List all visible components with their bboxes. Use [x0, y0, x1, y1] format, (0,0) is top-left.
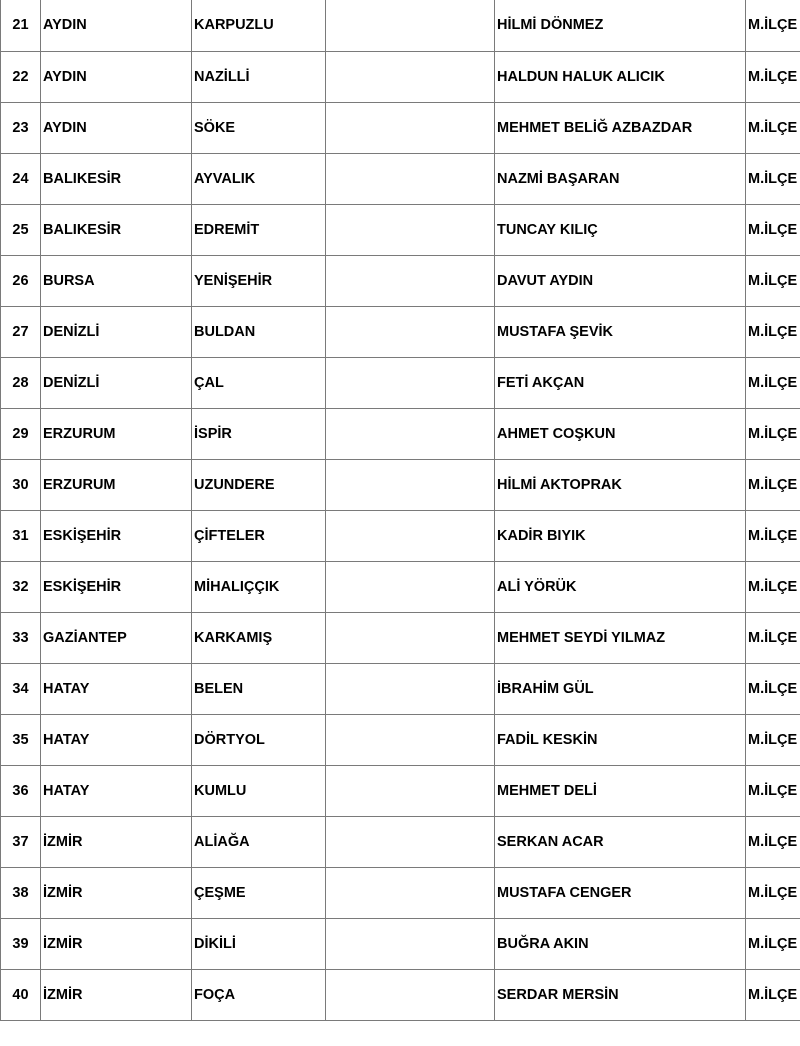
- province-cell: HATAY: [41, 714, 192, 765]
- election-type-cell: M.İLÇE: [746, 918, 800, 969]
- district-cell: KARKAMIŞ: [192, 612, 326, 663]
- election-type-cell: M.İLÇE: [746, 153, 800, 204]
- table-row: [1, 765, 800, 816]
- district-cell: DİKİLİ: [192, 918, 326, 969]
- row-number-cell: 33: [1, 612, 41, 663]
- empty-cell: [326, 561, 495, 612]
- district-cell: BULDAN: [192, 306, 326, 357]
- table-row: [1, 204, 800, 255]
- empty-cell: [326, 0, 495, 51]
- election-type-cell: M.İLÇE: [746, 306, 800, 357]
- table-row: [1, 918, 800, 969]
- row-number-cell: 23: [1, 102, 41, 153]
- election-type-cell: M.İLÇE: [746, 408, 800, 459]
- table-row: [1, 306, 800, 357]
- district-cell: ÇAL: [192, 357, 326, 408]
- row-number-cell: 22: [1, 51, 41, 102]
- province-cell: ESKİŞEHİR: [41, 510, 192, 561]
- province-cell: GAZİANTEP: [41, 612, 192, 663]
- province-cell: İZMİR: [41, 918, 192, 969]
- row-number-cell: 34: [1, 663, 41, 714]
- table-row: [1, 0, 800, 51]
- table-row: [1, 51, 800, 102]
- row-number-cell: 37: [1, 816, 41, 867]
- election-type-cell: M.İLÇE: [746, 816, 800, 867]
- row-number-cell: 24: [1, 153, 41, 204]
- election-type-cell: M.İLÇE: [746, 714, 800, 765]
- election-type-cell: M.İLÇE: [746, 102, 800, 153]
- row-number-cell: 25: [1, 204, 41, 255]
- empty-cell: [326, 918, 495, 969]
- election-type-cell: M.İLÇE: [746, 357, 800, 408]
- candidate-name-cell: HİLMİ AKTOPRAK: [495, 459, 746, 510]
- empty-cell: [326, 765, 495, 816]
- table-row: [1, 867, 800, 918]
- district-cell: ÇİFTELER: [192, 510, 326, 561]
- province-cell: AYDIN: [41, 102, 192, 153]
- province-cell: İZMİR: [41, 969, 192, 1020]
- district-cell: AYVALIK: [192, 153, 326, 204]
- empty-cell: [326, 153, 495, 204]
- province-cell: ERZURUM: [41, 408, 192, 459]
- election-type-cell: M.İLÇE: [746, 765, 800, 816]
- candidate-name-cell: ALİ YÖRÜK: [495, 561, 746, 612]
- empty-cell: [326, 969, 495, 1020]
- province-cell: ESKİŞEHİR: [41, 561, 192, 612]
- district-cell: YENİŞEHİR: [192, 255, 326, 306]
- candidate-name-cell: MEHMET DELİ: [495, 765, 746, 816]
- candidate-name-cell: FADİL KESKİN: [495, 714, 746, 765]
- empty-cell: [326, 357, 495, 408]
- election-type-cell: M.İLÇE: [746, 51, 800, 102]
- table-row: [1, 153, 800, 204]
- province-cell: DENİZLİ: [41, 306, 192, 357]
- candidate-name-cell: MUSTAFA ŞEVİK: [495, 306, 746, 357]
- candidate-name-cell: BUĞRA AKIN: [495, 918, 746, 969]
- election-type-cell: M.İLÇE: [746, 0, 800, 51]
- candidate-name-cell: KADİR BIYIK: [495, 510, 746, 561]
- candidate-name-cell: AHMET COŞKUN: [495, 408, 746, 459]
- table-row: [1, 357, 800, 408]
- election-type-cell: M.İLÇE: [746, 510, 800, 561]
- table-row: [1, 459, 800, 510]
- province-cell: ERZURUM: [41, 459, 192, 510]
- district-cell: FOÇA: [192, 969, 326, 1020]
- candidate-name-cell: DAVUT AYDIN: [495, 255, 746, 306]
- election-type-cell: M.İLÇE: [746, 561, 800, 612]
- district-cell: ALİAĞA: [192, 816, 326, 867]
- row-number-cell: 26: [1, 255, 41, 306]
- empty-cell: [326, 255, 495, 306]
- candidate-name-cell: SERDAR MERSİN: [495, 969, 746, 1020]
- row-number-cell: 29: [1, 408, 41, 459]
- province-cell: HATAY: [41, 663, 192, 714]
- province-cell: HATAY: [41, 765, 192, 816]
- row-number-cell: 36: [1, 765, 41, 816]
- empty-cell: [326, 204, 495, 255]
- empty-cell: [326, 408, 495, 459]
- empty-cell: [326, 51, 495, 102]
- table-row: [1, 816, 800, 867]
- table-row: [1, 255, 800, 306]
- district-cell: KARPUZLU: [192, 0, 326, 51]
- row-number-cell: 21: [1, 0, 41, 51]
- table-row: [1, 663, 800, 714]
- district-cell: SÖKE: [192, 102, 326, 153]
- election-type-cell: M.İLÇE: [746, 969, 800, 1020]
- candidate-name-cell: MEHMET BELİĞ AZBAZDAR: [495, 102, 746, 153]
- empty-cell: [326, 510, 495, 561]
- province-cell: İZMİR: [41, 816, 192, 867]
- table-row: [1, 408, 800, 459]
- row-number-cell: 35: [1, 714, 41, 765]
- table-row: [1, 561, 800, 612]
- district-cell: NAZİLLİ: [192, 51, 326, 102]
- empty-cell: [326, 612, 495, 663]
- empty-cell: [326, 102, 495, 153]
- district-cell: DÖRTYOL: [192, 714, 326, 765]
- empty-cell: [326, 459, 495, 510]
- table-row: [1, 510, 800, 561]
- district-cell: İSPİR: [192, 408, 326, 459]
- table-row: [1, 612, 800, 663]
- district-cell: ÇEŞME: [192, 867, 326, 918]
- district-cell: MİHALIÇÇIK: [192, 561, 326, 612]
- province-cell: BALIKESİR: [41, 153, 192, 204]
- row-number-cell: 31: [1, 510, 41, 561]
- province-cell: DENİZLİ: [41, 357, 192, 408]
- row-number-cell: 27: [1, 306, 41, 357]
- row-number-cell: 38: [1, 867, 41, 918]
- province-cell: İZMİR: [41, 867, 192, 918]
- row-number-cell: 30: [1, 459, 41, 510]
- empty-cell: [326, 867, 495, 918]
- election-type-cell: M.İLÇE: [746, 459, 800, 510]
- empty-cell: [326, 714, 495, 765]
- election-type-cell: M.İLÇE: [746, 255, 800, 306]
- table-row: [1, 969, 800, 1020]
- table-body: [1, 0, 800, 1020]
- row-number-cell: 28: [1, 357, 41, 408]
- row-number-cell: 40: [1, 969, 41, 1020]
- candidate-name-cell: MUSTAFA CENGER: [495, 867, 746, 918]
- province-cell: AYDIN: [41, 51, 192, 102]
- election-type-cell: M.İLÇE: [746, 612, 800, 663]
- district-cell: KUMLU: [192, 765, 326, 816]
- province-cell: BURSA: [41, 255, 192, 306]
- province-cell: BALIKESİR: [41, 204, 192, 255]
- candidate-name-cell: İBRAHİM GÜL: [495, 663, 746, 714]
- table-row: [1, 102, 800, 153]
- district-cell: BELEN: [192, 663, 326, 714]
- district-cell: EDREMİT: [192, 204, 326, 255]
- candidate-name-cell: MEHMET SEYDİ YILMAZ: [495, 612, 746, 663]
- candidate-name-cell: SERKAN ACAR: [495, 816, 746, 867]
- election-type-cell: M.İLÇE: [746, 867, 800, 918]
- row-number-cell: 39: [1, 918, 41, 969]
- district-cell: UZUNDERE: [192, 459, 326, 510]
- election-type-cell: M.İLÇE: [746, 663, 800, 714]
- candidate-name-cell: TUNCAY KILIÇ: [495, 204, 746, 255]
- province-cell: AYDIN: [41, 0, 192, 51]
- election-type-cell: M.İLÇE: [746, 204, 800, 255]
- candidate-name-cell: NAZMİ BAŞARAN: [495, 153, 746, 204]
- empty-cell: [326, 816, 495, 867]
- row-number-cell: 32: [1, 561, 41, 612]
- candidate-name-cell: HALDUN HALUK ALICIK: [495, 51, 746, 102]
- candidate-name-cell: HİLMİ DÖNMEZ: [495, 0, 746, 51]
- table-row: [1, 714, 800, 765]
- candidate-name-cell: FETİ AKÇAN: [495, 357, 746, 408]
- empty-cell: [326, 306, 495, 357]
- empty-cell: [326, 663, 495, 714]
